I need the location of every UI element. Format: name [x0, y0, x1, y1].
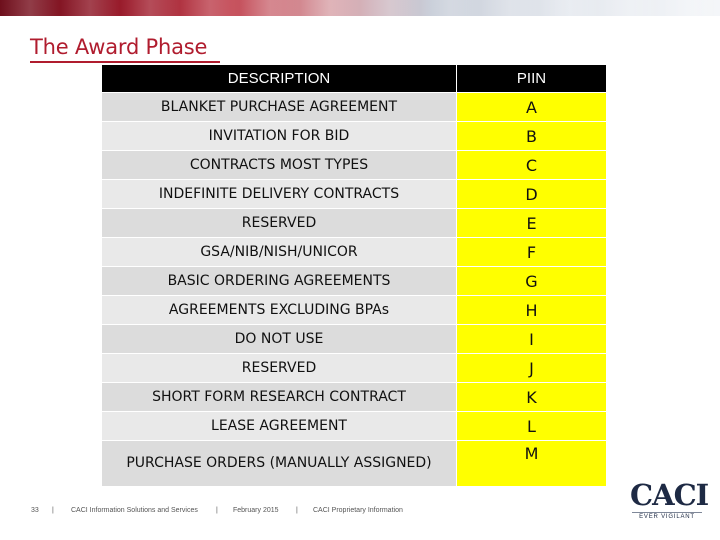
- row-piin-code: H: [457, 296, 607, 325]
- row-description: BASIC ORDERING AGREEMENTS: [102, 267, 457, 296]
- top-band-highlight: [0, 0, 720, 16]
- row-description: RESERVED: [102, 354, 457, 383]
- piin-table: [101, 64, 607, 487]
- row-piin-code: M: [457, 441, 607, 487]
- table-row: [102, 441, 607, 487]
- logo-tagline: EVER VIGILANT: [639, 514, 695, 520]
- table-row: [102, 93, 607, 122]
- row-description: CONTRACTS MOST TYPES: [102, 151, 457, 180]
- row-piin-code: J: [457, 354, 607, 383]
- row-description: LEASE AGREEMENT: [102, 412, 457, 441]
- footer-separator: |: [296, 507, 298, 514]
- row-description: PURCHASE ORDERS (MANUALLY ASSIGNED): [102, 441, 457, 487]
- row-piin-code: E: [457, 209, 607, 238]
- footer-separator: |: [216, 507, 218, 514]
- logo-divider: [632, 512, 702, 513]
- header-piin: PIIN: [457, 65, 607, 93]
- row-piin-code: B: [457, 122, 607, 151]
- row-description: DO NOT USE: [102, 325, 457, 354]
- caci-logo: [630, 478, 709, 524]
- row-description: INDEFINITE DELIVERY CONTRACTS: [102, 180, 457, 209]
- row-piin-code: L: [457, 412, 607, 441]
- row-description: BLANKET PURCHASE AGREEMENT: [102, 93, 457, 122]
- footer-separator: |: [52, 507, 54, 514]
- row-description: RESERVED: [102, 209, 457, 238]
- row-description: GSA/NIB/NISH/UNICOR: [102, 238, 457, 267]
- slide-footer: [0, 507, 600, 519]
- table-row: [102, 180, 607, 209]
- row-description: INVITATION FOR BID: [102, 122, 457, 151]
- table-row: [102, 383, 607, 412]
- footer-company: CACI Information Solutions and Services: [71, 507, 198, 514]
- row-piin-code: D: [457, 180, 607, 209]
- row-piin-code: I: [457, 325, 607, 354]
- row-description: AGREEMENTS EXCLUDING BPAs: [102, 296, 457, 325]
- table-row: [102, 354, 607, 383]
- slide-title: The Award Phase: [30, 35, 208, 59]
- footer-notice: CACI Proprietary Information: [313, 507, 403, 514]
- table-row: [102, 412, 607, 441]
- logo-wordmark: CACI: [630, 478, 709, 512]
- table-header-row: [102, 65, 607, 93]
- table-row: [102, 325, 607, 354]
- table-row: [102, 122, 607, 151]
- row-piin-code: K: [457, 383, 607, 412]
- header-description: DESCRIPTION: [102, 65, 457, 93]
- title-underline: [30, 61, 220, 63]
- table-row: [102, 151, 607, 180]
- row-piin-code: C: [457, 151, 607, 180]
- table-row: [102, 267, 607, 296]
- row-description: SHORT FORM RESEARCH CONTRACT: [102, 383, 457, 412]
- row-piin-code: F: [457, 238, 607, 267]
- footer-date: February 2015: [233, 507, 279, 514]
- row-piin-code: A: [457, 93, 607, 122]
- footer-page-number: 33: [31, 507, 39, 514]
- table-row: [102, 296, 607, 325]
- table-row: [102, 209, 607, 238]
- row-piin-code: G: [457, 267, 607, 296]
- table-row: [102, 238, 607, 267]
